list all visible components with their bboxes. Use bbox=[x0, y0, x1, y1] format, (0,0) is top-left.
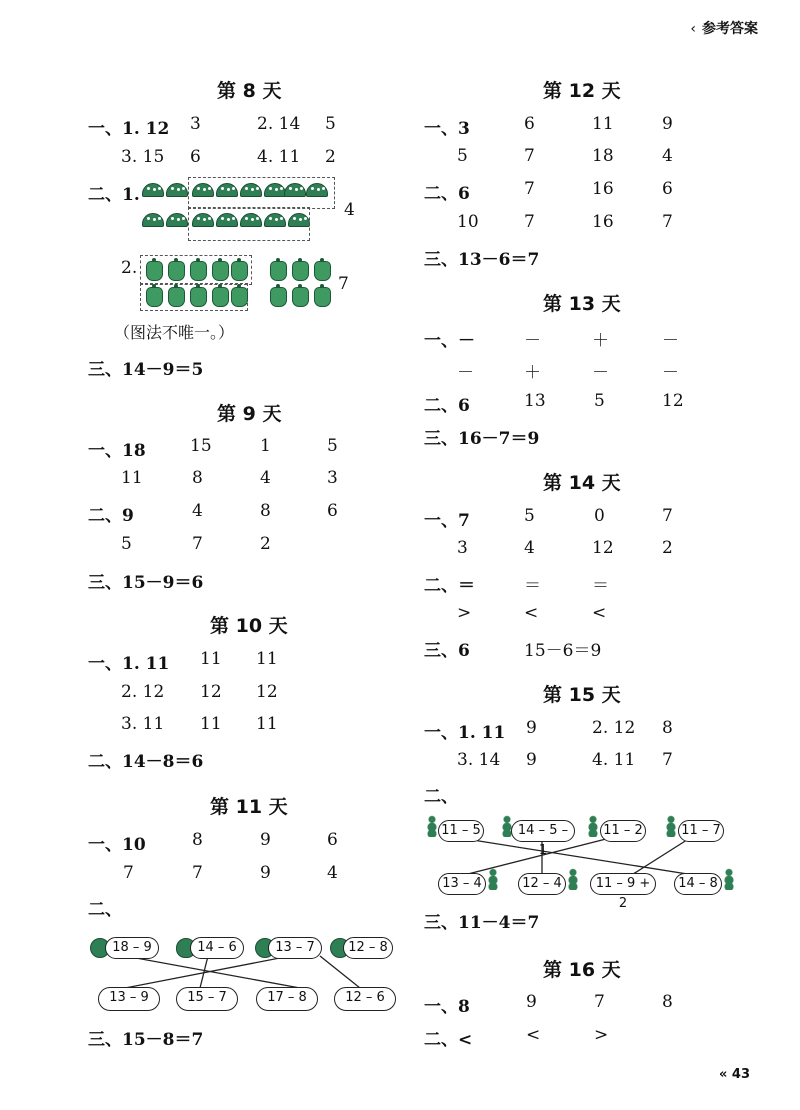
ant-icon bbox=[586, 815, 600, 837]
cell: 三、15－8＝7 bbox=[88, 1030, 204, 1050]
cell: ＋ bbox=[592, 331, 609, 351]
cell: 11 bbox=[256, 714, 278, 734]
pepper-icon bbox=[146, 287, 163, 307]
cell: 6 bbox=[190, 147, 201, 167]
day9-title: 第 9 天 bbox=[217, 403, 282, 425]
cell: 7 bbox=[524, 179, 535, 199]
cell: 7 bbox=[524, 146, 535, 166]
expression-oval: 18 – 9 bbox=[105, 937, 159, 959]
mushroom-icon bbox=[166, 213, 188, 227]
cell: － bbox=[524, 331, 541, 351]
cell: 12 bbox=[200, 682, 222, 702]
cell: 二、< bbox=[424, 1030, 473, 1050]
cell: 3 bbox=[327, 468, 338, 488]
cell: 9 bbox=[526, 992, 537, 1012]
pepper-icon bbox=[168, 287, 185, 307]
day8-note: （图法不唯一。） bbox=[114, 323, 235, 342]
mushroom-icon bbox=[142, 183, 164, 197]
page-number bbox=[719, 1067, 750, 1082]
cell: 5 bbox=[121, 534, 132, 554]
cell: 三、14－9＝5 bbox=[88, 360, 204, 380]
pepper-icon bbox=[190, 261, 207, 281]
pepper-icon bbox=[292, 261, 309, 281]
cell: 6 bbox=[327, 830, 338, 850]
cell: > bbox=[457, 603, 472, 623]
cell: 3. 11 bbox=[121, 714, 165, 734]
expression-oval: 12 – 4 bbox=[518, 873, 566, 895]
expression-oval: 12 – 6 bbox=[334, 987, 396, 1011]
ant-icon bbox=[425, 815, 439, 837]
cell: 3. 15 bbox=[121, 147, 165, 167]
cell: 三、6 bbox=[424, 641, 470, 661]
cell: 3 bbox=[190, 114, 201, 134]
mushroom-icon bbox=[166, 183, 188, 197]
cell: 8 bbox=[192, 830, 203, 850]
page-header bbox=[690, 18, 758, 38]
day15-title: 第 15 天 bbox=[543, 684, 621, 706]
cell: 5 bbox=[327, 436, 338, 456]
cell: 7 bbox=[662, 212, 673, 232]
cell: 16 bbox=[592, 212, 614, 232]
cell: 4 bbox=[662, 146, 673, 166]
cell: 15－6＝9 bbox=[524, 641, 602, 661]
day10-title: 第 10 天 bbox=[210, 615, 288, 637]
cell: 4. 11 bbox=[592, 750, 636, 770]
expression-oval: 11 – 5 bbox=[438, 820, 484, 842]
pepper-icon bbox=[270, 261, 287, 281]
expression-oval: 14 – 8 bbox=[674, 873, 722, 895]
pepper-icon bbox=[314, 261, 331, 281]
cell: 2. 14 bbox=[257, 114, 301, 134]
expression-oval: 12 – 8 bbox=[343, 937, 393, 959]
cell: 10 bbox=[457, 212, 479, 232]
cell: 9 bbox=[526, 750, 537, 770]
cell: 一、1. 11 bbox=[424, 723, 506, 743]
ant-icon bbox=[486, 868, 500, 890]
cell: 5 bbox=[457, 146, 468, 166]
pepper-icon bbox=[231, 287, 248, 307]
cell: 一、－ bbox=[424, 331, 475, 351]
cell: 一、18 bbox=[88, 441, 146, 461]
pepper-icon bbox=[190, 287, 207, 307]
cell: 9 bbox=[662, 114, 673, 134]
cell: 一、7 bbox=[424, 511, 470, 531]
cell: 一、1. 12 bbox=[88, 119, 170, 139]
cell: 4 bbox=[192, 501, 203, 521]
cell: > bbox=[594, 1025, 609, 1045]
cell: ＝ bbox=[524, 576, 541, 596]
ant-icon bbox=[566, 868, 580, 890]
cell: 一、3 bbox=[424, 119, 470, 139]
cell: 2 bbox=[662, 538, 673, 558]
cell: ＋ bbox=[524, 363, 541, 383]
cell: 4. 11 bbox=[257, 147, 301, 167]
cell: － bbox=[662, 363, 679, 383]
cell: 11 bbox=[200, 649, 222, 669]
cell: < bbox=[524, 603, 539, 623]
mushroom-icon bbox=[142, 213, 164, 227]
cell: 8 bbox=[260, 501, 271, 521]
page-number-value: 43 bbox=[731, 1067, 750, 1082]
cell: 二、 bbox=[88, 900, 122, 920]
cell: 三、15－9＝6 bbox=[88, 573, 204, 593]
expression-oval: 14 – 5 – 1 bbox=[511, 820, 575, 842]
expression-oval: 17 – 8 bbox=[256, 987, 318, 1011]
cell: 9 bbox=[260, 863, 271, 883]
pepper-icon bbox=[231, 261, 248, 281]
cell: 二、6 bbox=[424, 184, 470, 204]
cell: － bbox=[592, 363, 609, 383]
expression-oval: 11 – 7 bbox=[678, 820, 724, 842]
cell: 3 bbox=[457, 538, 468, 558]
pepper-icon bbox=[168, 261, 185, 281]
cell: 4 bbox=[260, 468, 271, 488]
expression-oval: 15 – 7 bbox=[176, 987, 238, 1011]
cell: 9 bbox=[526, 718, 537, 738]
cell: 一、10 bbox=[88, 835, 146, 855]
day11-title: 第 11 天 bbox=[210, 796, 288, 818]
cell: 三、13－6＝7 bbox=[424, 250, 540, 270]
cell: 5 bbox=[594, 391, 605, 411]
header-title: 参考答案 bbox=[702, 21, 758, 37]
cell: 6 bbox=[327, 501, 338, 521]
cell: 2 bbox=[325, 147, 336, 167]
cell: 5 bbox=[325, 114, 336, 134]
cell: 13 bbox=[524, 391, 546, 411]
cell: 3. 14 bbox=[457, 750, 501, 770]
cell: 2. bbox=[121, 258, 138, 278]
cell: 7 bbox=[594, 992, 605, 1012]
cell: 7 bbox=[338, 274, 349, 294]
cell: 4 bbox=[524, 538, 535, 558]
chevron-left-icon: ‹ bbox=[690, 21, 696, 37]
day8-title: 第 8 天 bbox=[217, 80, 282, 102]
expression-oval: 13 – 9 bbox=[98, 987, 160, 1011]
expression-oval: 11 – 2 bbox=[600, 820, 646, 842]
cell: 18 bbox=[592, 146, 614, 166]
cell: 12 bbox=[662, 391, 684, 411]
day16-title: 第 16 天 bbox=[543, 959, 621, 981]
cell: 二、9 bbox=[88, 506, 134, 526]
cell: 12 bbox=[592, 538, 614, 558]
cell: 7 bbox=[662, 506, 673, 526]
cell: 二、1. bbox=[88, 185, 140, 205]
cell: 7 bbox=[192, 534, 203, 554]
cell: 二、14－8＝6 bbox=[88, 752, 204, 772]
cell: 11 bbox=[256, 649, 278, 669]
cell: － bbox=[457, 363, 474, 383]
cell: 2. 12 bbox=[592, 718, 636, 738]
cell: 11 bbox=[592, 114, 614, 134]
cell: 7 bbox=[662, 750, 673, 770]
expression-oval: 11 – 9 + 2 bbox=[590, 873, 656, 895]
cell: 2. 12 bbox=[121, 682, 165, 702]
cell: 4 bbox=[327, 863, 338, 883]
cell: 6 bbox=[524, 114, 535, 134]
ant-icon bbox=[664, 815, 678, 837]
cell: 8 bbox=[192, 468, 203, 488]
pepper-icon bbox=[292, 287, 309, 307]
cell: 8 bbox=[662, 718, 673, 738]
cell: < bbox=[592, 603, 607, 623]
expression-oval: 13 – 4 bbox=[438, 873, 486, 895]
cell: 6 bbox=[662, 179, 673, 199]
cell: 2 bbox=[260, 534, 271, 554]
cell: 7 bbox=[192, 863, 203, 883]
cell: 三、16－7＝9 bbox=[424, 429, 540, 449]
cell: 0 bbox=[594, 506, 605, 526]
ant-icon bbox=[722, 868, 736, 890]
pepper-icon bbox=[212, 261, 229, 281]
expression-oval: 13 – 7 bbox=[268, 937, 322, 959]
cell: 16 bbox=[592, 179, 614, 199]
cell: 三、11－4＝7 bbox=[424, 913, 540, 933]
cell: 7 bbox=[123, 863, 134, 883]
cell: 二、6 bbox=[424, 396, 470, 416]
expression-oval: 14 – 6 bbox=[190, 937, 244, 959]
pepper-icon bbox=[212, 287, 229, 307]
cell: < bbox=[526, 1025, 541, 1045]
cell: ＝ bbox=[592, 576, 609, 596]
dashed-box bbox=[188, 177, 335, 209]
cell: 7 bbox=[524, 212, 535, 232]
cell: 5 bbox=[524, 506, 535, 526]
cell: 11 bbox=[200, 714, 222, 734]
cell: 15 bbox=[190, 436, 212, 456]
cell: 一、8 bbox=[424, 997, 470, 1017]
day13-title: 第 13 天 bbox=[543, 293, 621, 315]
pepper-icon bbox=[270, 287, 287, 307]
dashed-box bbox=[188, 207, 310, 241]
day12-title: 第 12 天 bbox=[543, 80, 621, 102]
cell: － bbox=[662, 331, 679, 351]
cell: 一、1. 11 bbox=[88, 654, 170, 674]
cell: 二、＝ bbox=[424, 576, 475, 596]
cell: 二、 bbox=[424, 787, 458, 807]
cell: 8 bbox=[662, 992, 673, 1012]
day14-title: 第 14 天 bbox=[543, 472, 621, 494]
pepper-icon bbox=[314, 287, 331, 307]
cell: 12 bbox=[256, 682, 278, 702]
cell: 11 bbox=[121, 468, 143, 488]
pepper-icon bbox=[146, 261, 163, 281]
cell: 1 bbox=[260, 436, 271, 456]
cell: 4 bbox=[344, 200, 355, 220]
double-chevron-icon: « bbox=[718, 1067, 728, 1082]
cell: 9 bbox=[260, 830, 271, 850]
